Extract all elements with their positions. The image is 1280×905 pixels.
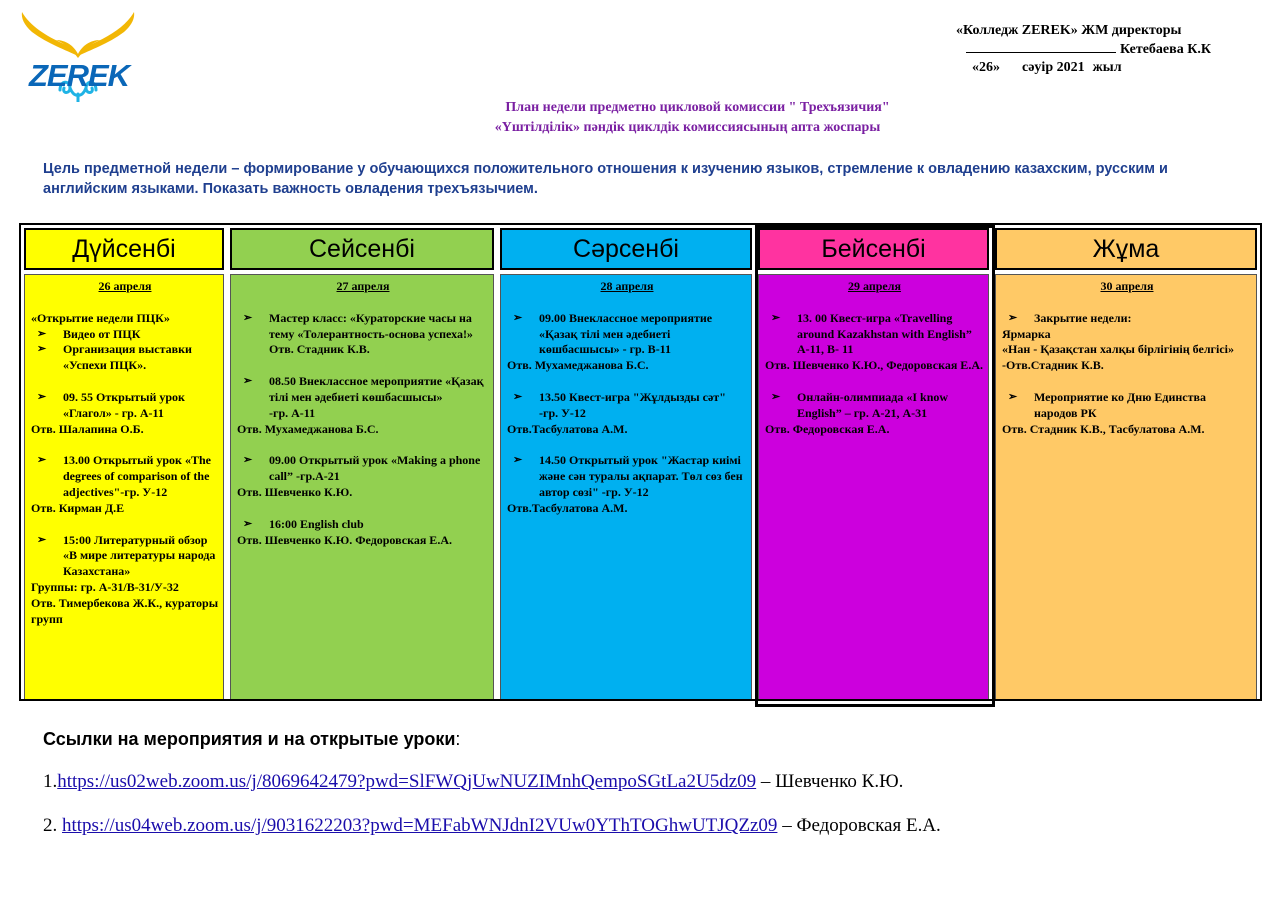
event-item [765,390,984,422]
zerek-logo [18,10,140,102]
approval-block [890,22,1235,77]
event-line: Отв. Стадник К.В., Тасбулатова А.М. [1002,421,1205,436]
event-line: Отв. Мухамеджанова Б.С. [237,421,379,436]
event-item [1002,390,1252,422]
event-item [31,342,219,374]
spacer [765,374,984,390]
link-owner: – Федоровская Е.А. [777,815,941,836]
day-column-monday [21,225,227,699]
event-item [31,533,219,580]
event-item [237,374,489,406]
links-title-text: Ссылки на мероприятия и на открытые уроки [43,729,456,749]
event-text: 15:00 Литературный обзор «В мире литературы народа Казахстана» [63,532,216,579]
goal-lead: Цель предметной недели – [43,161,240,177]
approval-month: сәуір 2021 [1022,60,1085,75]
spacer [1002,374,1252,390]
event-item [31,327,219,343]
event-text: 13.50 Квест-игра "Жұлдызды сәт" -гр. У-12 [539,389,726,420]
arrow-bullet-icon: ➢ [1008,311,1018,324]
arrow-bullet-icon: ➢ [37,390,47,403]
event-text: Мероприятие ко Дню Единства народов РК [1034,389,1206,420]
arrow-bullet-icon: ➢ [513,311,523,324]
approval-line1: «Колледж ZEREK» ЖМ директоры [956,23,1182,38]
day-column-tuesday [227,225,497,699]
event-line: Отв. Федоровская Е.А. [765,421,890,436]
day-body [230,274,494,699]
event-item [507,453,747,500]
day-date: 29 апреля [848,279,901,293]
arrow-bullet-icon: ➢ [243,375,253,388]
arrow-bullet-icon: ➢ [37,343,47,356]
arrow-bullet-icon: ➢ [37,533,47,546]
approval-line2 [890,40,1235,59]
approval-year-suffix: жыл [1092,60,1122,75]
event-line: Отв. Шевченко К.Ю. [237,484,353,499]
event-text: 09.00 Внеклассное мероприятие «Қазақ тілі мен әдебиеті көшбасшысы» - гр. В-11 [539,310,713,357]
day-column-thursday [755,225,992,699]
event-text: 09. 55 Открытый урок «Глагол» - гр. А-11 [63,389,185,420]
day-column-wednesday [497,225,755,699]
week-plan-table [19,223,1262,701]
event-text: Онлайн-олимпиада «I know English” – гр. А-21, А-31 [797,389,949,420]
day-header: Бейсенбі [758,228,989,270]
links-title [43,729,460,750]
arrow-bullet-icon: ➢ [513,454,523,467]
event-text: Организация выставки «Успехи ПЦК». [63,342,192,373]
event-item [765,311,984,358]
arrow-bullet-icon: ➢ [513,390,523,403]
event-item [507,311,747,358]
logo-text: ZEREK [28,58,130,93]
approval-date [890,59,1235,77]
event-text: 08.50 Внеклассное мероприятие «Қазақ тілі мен әдебиеті көшбасшысы» [269,374,484,404]
goal-body: формирование у обучающихся положительного отношения к изучению языков, стремление к овладению казахским, русским и английским языками. Показать важность овладения трехъязычием. [43,161,1168,197]
event-text: 13. 00 Квест-игра «Travelling around Kazakhstan with English” А-11, В- 11 [797,310,972,357]
event-item [237,517,489,533]
day-header: Жұма [995,228,1257,270]
spacer [237,437,489,453]
arrow-bullet-icon: ➢ [37,454,47,467]
arrow-bullet-icon: ➢ [771,390,781,403]
event-item [31,390,219,422]
link-row [43,815,941,837]
event-line: Отв. Кирман Д.Е [31,500,125,515]
event-text: Закрытие недели: [1034,310,1132,325]
event-item [237,453,489,485]
event-line: Отв. Тимербекова Ж.К., кураторы групп [31,595,219,626]
day-date: 27 апреля [336,279,390,293]
event-item [31,453,219,500]
zoom-link[interactable]: https://us04web.zoom.us/j/9031622203?pwd=MEFabWNJdnI2VUw0YThTOGhwUTJQZz09 [62,815,778,836]
zoom-link[interactable]: https://us02web.zoom.us/j/8069642479?pwd=SlFWQjUwNUZIMnhQempoSGtLa2U5dz09 [57,771,757,792]
director-name: Кетебаева К.К [1120,42,1211,57]
day-date: 30 апреля [1100,279,1154,293]
spacer [507,437,747,453]
event-line: Группы: гр. А-31/В-31/У-32 [31,579,179,594]
link-row [43,771,903,793]
spacer [31,437,219,453]
arrow-bullet-icon: ➢ [37,327,47,340]
arrow-bullet-icon: ➢ [243,311,253,324]
arrow-bullet-icon: ➢ [243,517,253,530]
event-line: «Открытие недели ПЦК» [31,310,170,325]
event-text: Мастер класс: «Кураторские часы на тему «Толерантность-основа успеха!» Отв. Стадник К.В. [269,310,473,357]
link-owner: – Шевченко К.Ю. [756,771,904,792]
spacer [31,374,219,390]
spacer [31,517,219,533]
day-header: Сейсенбі [230,228,494,270]
event-item [507,390,747,422]
day-date: 26 апреля [98,279,152,293]
day-column-friday [992,225,1260,699]
arrow-bullet-icon: ➢ [771,311,781,324]
spacer [507,374,747,390]
event-line: Отв.Тасбулатова А.М. [507,500,628,515]
link-number: 2. [43,815,62,836]
event-text: 13.00 Открытый урок «The degrees of comparison of the adjectives"-гр. У-12 [63,453,211,499]
event-text: 09.00 Открытый урок «Making a phone call” -гр.А-21 [269,453,481,484]
day-header: Дүйсенбі [24,228,224,270]
signature-line [966,40,1116,53]
event-line: Ярмарка [1002,326,1051,341]
event-text: 14.50 Открытый урок "Жастар киімі және сән туралы ақпарат. Төл сөз бен автор сөзі" -гр. У-12 [539,453,743,499]
link-number: 1. [43,771,58,792]
day-date: 28 апреля [600,279,654,293]
arrow-bullet-icon: ➢ [243,454,253,467]
goal-text [43,159,1233,199]
event-item [237,311,489,358]
spacer [237,358,489,374]
event-item [1002,311,1252,327]
event-line: -гр. А-11 [269,405,316,420]
event-line: Отв.Тасбулатова А.М. [507,421,628,436]
event-text: Видео от ПЦК [63,326,141,341]
approval-day: «26» [972,60,1000,75]
event-text: 16:00 English club [269,516,364,531]
day-body [758,274,989,699]
day-body [500,274,752,699]
event-line: Отв. Мухамеджанова Б.С. [507,358,649,373]
day-header: Сәрсенбі [500,228,752,270]
arrow-bullet-icon: ➢ [1008,390,1018,403]
title-kz: «Үштілділік» пәндік циклдік комиссиясының апта жоспары [494,120,881,135]
links-title-colon: : [455,729,461,749]
day-body [24,274,224,699]
event-line: Отв. Шалапина О.Б. [31,421,144,436]
event-line: «Нан - Қазақстан халқы бірлігінің белгісі» -Отв.Стадник К.В. [1002,342,1234,373]
event-line: Отв. Шевченко К.Ю., Федоровская Е.А. [765,358,983,373]
spacer [237,501,489,517]
title-ru: План недели предметно цикловой комиссии " Трехъязичия" [505,100,890,115]
day-body [995,274,1257,699]
event-line: Отв. Шевченко К.Ю. Федоровская Е.А. [237,532,452,547]
